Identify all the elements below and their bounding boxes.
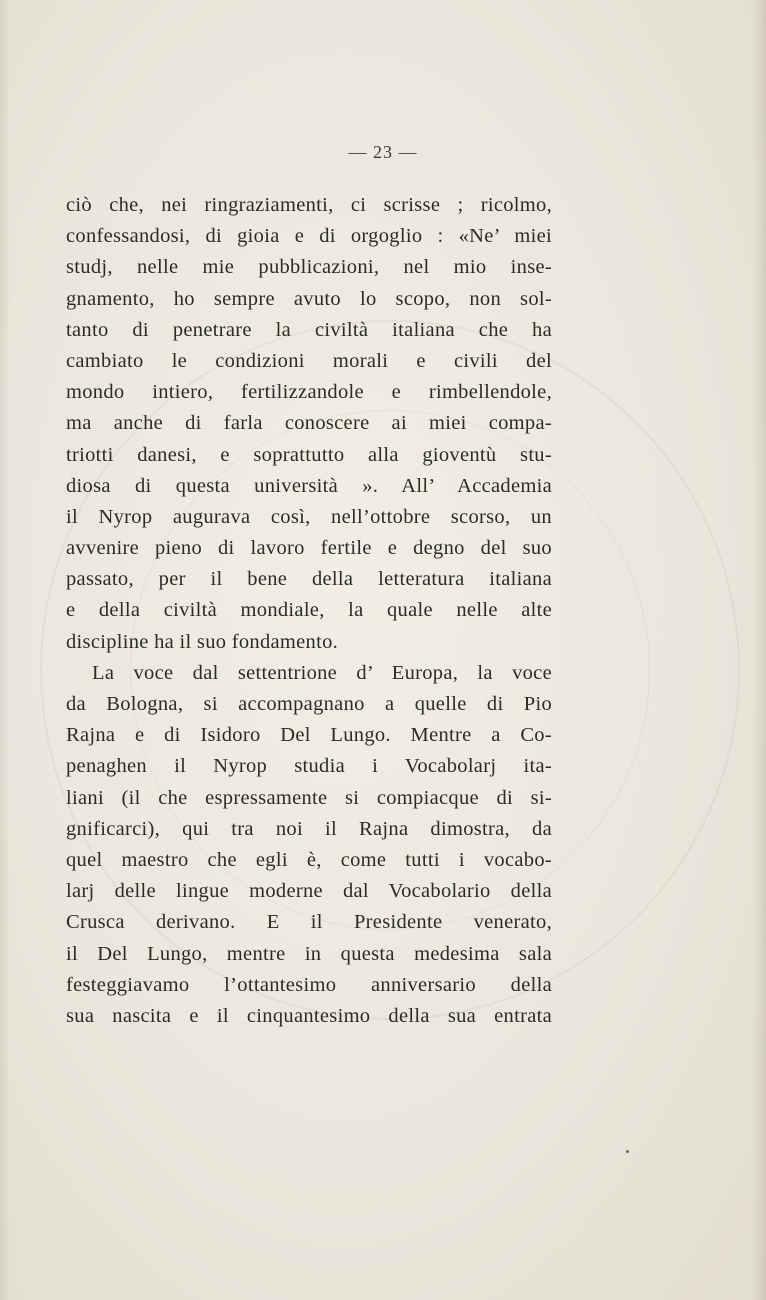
text-line: Crusca derivano. E il Presidente venerato, <box>66 911 552 934</box>
paper-speck <box>626 1150 629 1153</box>
text-line: confessandosi, di gioia e di orgoglio : «Ne’ miei <box>66 225 552 248</box>
text-line: quel maestro che egli è, come tutti i vocabo- <box>66 848 552 871</box>
body-text <box>66 190 552 1032</box>
text-line: gnamento, ho sempre avuto lo scopo, non sol- <box>66 287 552 310</box>
text-line: e della civiltà mondiale, la quale nelle alte <box>66 599 552 622</box>
text-line: sua nascita e il cinquantesimo della sua entrata <box>66 1004 552 1027</box>
text-line: triotti danesi, e soprattutto alla gioventù stu- <box>66 443 552 466</box>
text-line: il Del Lungo, mentre in questa medesima sala <box>66 942 552 965</box>
text-line: liani (il che espressamente si compiacque di si- <box>66 786 552 809</box>
text-line: ma anche di farla conoscere ai miei compa- <box>66 412 552 435</box>
text-line: studj, nelle mie pubblicazioni, nel mio inse- <box>66 256 552 279</box>
page-number: — 23 — <box>348 142 418 162</box>
text-line: larj delle lingue moderne dal Vocabolario della <box>66 880 552 903</box>
text-line: Rajna e di Isidoro Del Lungo. Mentre a Co- <box>66 724 552 747</box>
text-line: cambiato le condizioni morali e civili del <box>66 349 552 372</box>
text-line: il Nyrop augurava così, nell’ottobre scorso, un <box>66 505 552 528</box>
page-right-edge-shadow <box>752 0 766 1300</box>
text-line: penaghen il Nyrop studia i Vocabolarj ita- <box>66 755 552 778</box>
text-line: avvenire pieno di lavoro fertile e degno del suo <box>66 537 552 560</box>
text-line: La voce dal settentrione d’ Europa, la voce <box>92 661 552 684</box>
text-line: tanto di penetrare la civiltà italiana che ha <box>66 318 552 341</box>
text-line: gnificarci), qui tra noi il Rajna dimostra, da <box>66 817 552 840</box>
text-line: da Bologna, si accompagnano a quelle di Pio <box>66 693 552 715</box>
page-left-edge-shadow <box>0 0 10 1300</box>
text-line: mondo intiero, fertilizzandole e rimbellendole, <box>66 381 552 404</box>
text-line: discipline ha il suo fondamento. <box>66 630 339 653</box>
text-line: festeggiavamo l’ottantesimo anniversario della <box>66 973 552 996</box>
text-line: ciò che, nei ringraziamenti, ci scrisse ; ricolmo, <box>66 194 552 216</box>
text-line: diosa di questa università ». All’ Accademia <box>66 474 552 497</box>
text-line: passato, per il bene della letteratura italiana <box>66 568 552 591</box>
